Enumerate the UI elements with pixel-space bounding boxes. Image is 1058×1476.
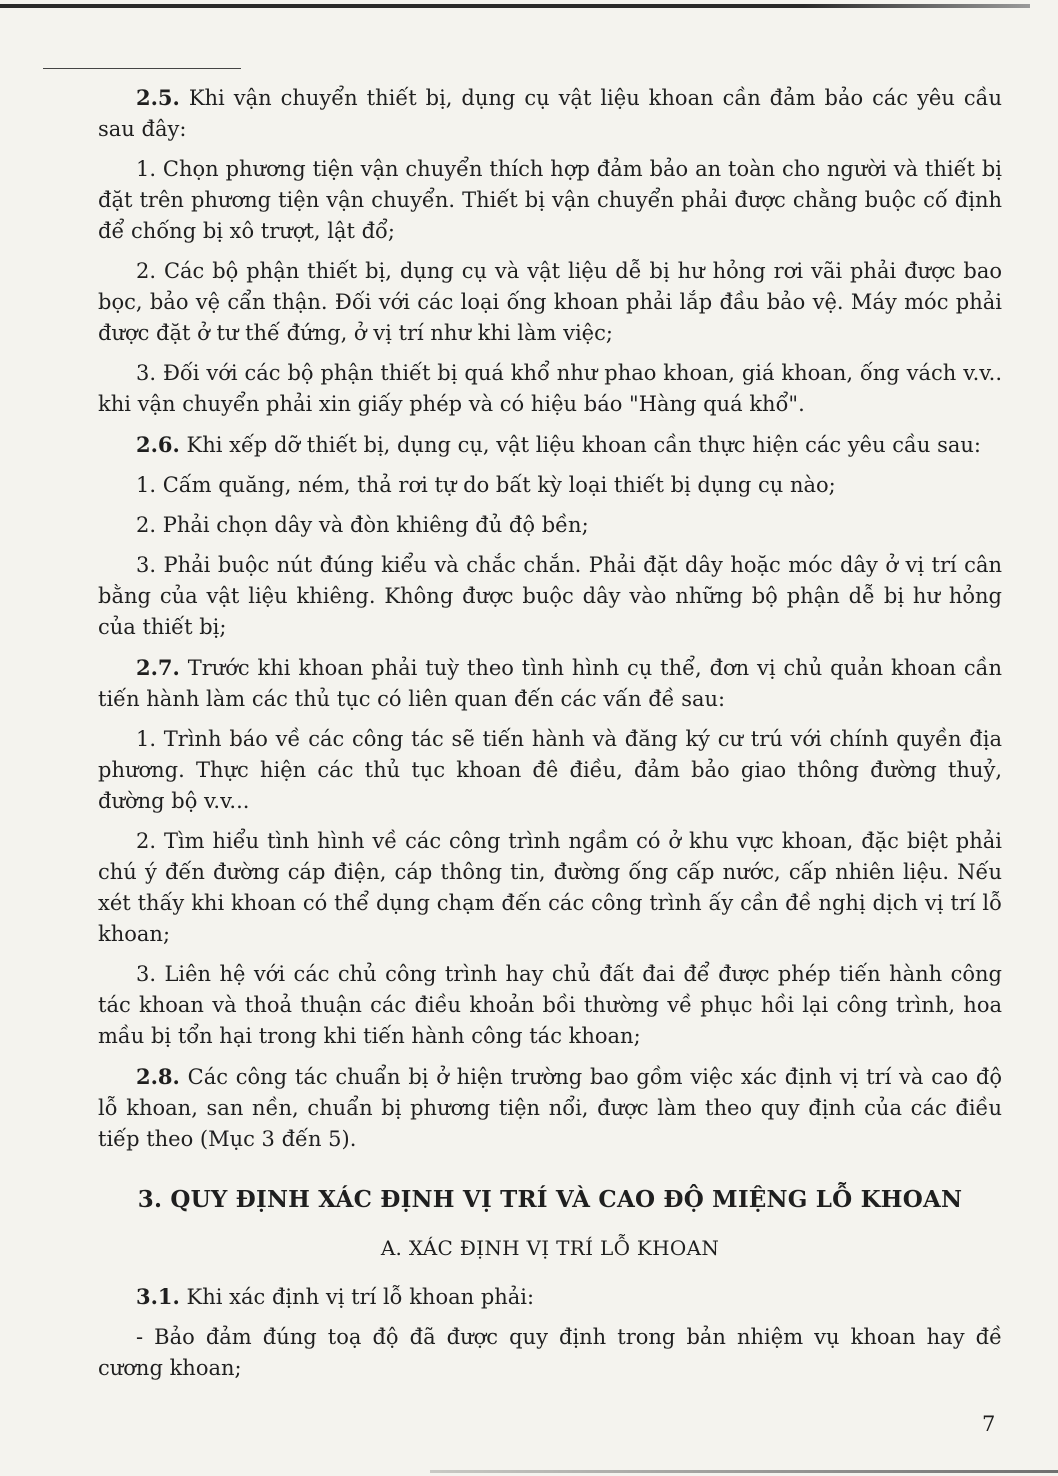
list-item — [98, 358, 1002, 420]
paragraphs-after-section — [98, 1281, 1002, 1384]
numbered-clause — [98, 82, 1002, 145]
list-item — [98, 550, 1002, 643]
paragraph-text: Các công tác chuẩn bị ở hiện trường bao gồm việc xác định vị trí và cao độ lỗ khoan, san nền, chuẩn bị phương tiện nổi, được làm theo quy định của các điều tiếp theo (Mục 3 đến 5). — [98, 1065, 1002, 1151]
list-item — [98, 724, 1002, 817]
paragraph-text: - Bảo đảm đúng toạ độ đã được quy định trong bản nhiệm vụ khoan hay đề cương khoan; — [98, 1325, 1002, 1380]
clause-number: 2.6. — [136, 432, 180, 457]
paragraph-text: Khi vận chuyển thiết bị, dụng cụ vật liệu khoan cần đảm bảo các yêu cầu sau đây: — [98, 86, 1002, 141]
paragraph-text: 2. Tìm hiểu tình hình về các công trình ngầm có ở khu vực khoan, đặc biệt phải chú ý đến đường cáp điện, cáp thông tin, đường ống cấp nước, cấp nhiên liệu. Nếu xét thấy khi khoan có thể dụng chạm đến các công trình ấy cần đề nghị dịch vị trí lỗ khoan; — [98, 829, 1002, 946]
list-item — [98, 510, 1002, 541]
paragraph-text: 1. Trình báo về các công tác sẽ tiến hành và đăng ký cư trú với chính quyền địa phương. Thực hiện các thủ tục khoan đê điều, đảm bảo giao thông đường thuỷ, đường bộ v.v... — [98, 727, 1002, 813]
paragraph-text: 3. Đối với các bộ phận thiết bị quá khổ như phao khoan, giá khoan, ống vách v.v.. khi vận chuyển phải xin giấy phép và có hiệu báo "Hàng quá khổ". — [98, 361, 1002, 416]
paragraph-text: 3. Liên hệ với các chủ công trình hay chủ đất đai để được phép tiến hành công tác khoan và thoả thuận các điều khoản bồi thường về phục hồi lại công trình, hoa mầu bị tổn hại trong khi tiến hành công tác khoan; — [98, 962, 1002, 1048]
numbered-clause — [98, 1281, 1002, 1313]
bottom-scan-edge — [430, 1470, 1058, 1473]
paragraph-text: Khi xác định vị trí lỗ khoan phải: — [186, 1285, 535, 1309]
header-short-rule — [43, 68, 241, 69]
paragraph-text: 3. Phải buộc nút đúng kiểu và chắc chắn. Phải đặt dây hoặc móc dây ở vị trí cân bằng của vật liệu khiêng. Không được buộc dây vào những bộ phận dễ bị hư hỏng của thiết bị; — [98, 553, 1002, 639]
clause-number: 2.5. — [136, 85, 180, 110]
paragraphs-before-section — [98, 82, 1002, 1155]
paragraph-text: 1. Cấm quăng, ném, thả rơi tự do bất kỳ loại thiết bị dụng cụ nào; — [136, 473, 836, 497]
list-item — [98, 256, 1002, 349]
list-item — [98, 826, 1002, 950]
paragraph-text: Khi xếp dỡ thiết bị, dụng cụ, vật liệu khoan cần thực hiện các yêu cầu sau: — [186, 433, 981, 457]
paragraph-text: 2. Phải chọn dây và đòn khiêng đủ độ bền; — [136, 513, 589, 537]
list-item — [98, 959, 1002, 1052]
paragraph-text: 2. Các bộ phận thiết bị, dụng cụ và vật liệu dễ bị hư hỏng rơi vãi phải được bao bọc, bảo vệ cẩn thận. Đối với các loại ống khoan phải lắp đầu bảo vệ. Máy móc phải được đặt ở tư thế đứng, ở vị trí như khi làm việc; — [98, 259, 1002, 345]
page-content — [98, 82, 1002, 1393]
top-border-rule — [0, 4, 1030, 8]
clause-number: 2.8. — [136, 1064, 180, 1089]
page-number: 7 — [982, 1412, 996, 1436]
list-item — [98, 470, 1002, 501]
clause-number: 3.1. — [136, 1284, 180, 1309]
numbered-clause — [98, 652, 1002, 715]
list-item — [98, 1322, 1002, 1384]
subsection-heading: A. XÁC ĐỊNH VỊ TRÍ LỖ KHOAN — [380, 1236, 720, 1260]
numbered-clause — [98, 1061, 1002, 1155]
clause-number: 2.7. — [136, 655, 180, 680]
section-heading: 3. QUY ĐỊNH XÁC ĐỊNH VỊ TRÍ VÀ CAO ĐỘ MIỆNG LỖ KHOAN — [137, 1186, 963, 1213]
paragraph-text: Trước khi khoan phải tuỳ theo tình hình cụ thể, đơn vị chủ quản khoan cần tiến hành làm các thủ tục có liên quan đến các vấn đề sau: — [98, 656, 1002, 711]
list-item — [98, 154, 1002, 247]
paragraph-text: 1. Chọn phương tiện vận chuyển thích hợp đảm bảo an toàn cho người và thiết bị đặt trên phương tiện vận chuyển. Thiết bị vận chuyển phải được chằng buộc cố định để chống bị xô trượt, lật đổ; — [98, 157, 1002, 243]
numbered-clause — [98, 429, 1002, 461]
